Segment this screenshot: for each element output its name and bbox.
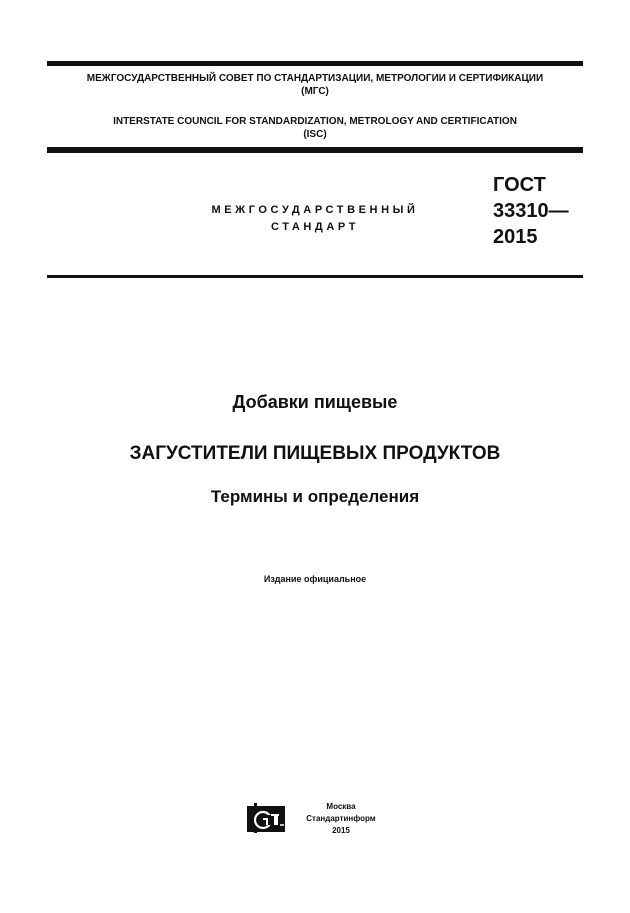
designation-number: 33310—: [493, 200, 569, 222]
council-name-ru: [47, 72, 583, 98]
council-abbr-ru: (МГС): [301, 86, 329, 97]
publisher-name: Стандартинформ: [306, 814, 376, 823]
top-rule: [47, 61, 583, 66]
standard-kind-line1: МЕЖГОСУДАРСТВЕННЫЙ: [211, 204, 419, 216]
council-abbr-en: (ISC): [303, 129, 327, 140]
standard-kind-line2: СТАНДАРТ: [270, 221, 360, 233]
designation-prefix: ГОСТ: [493, 174, 546, 196]
standartinform-logo-icon: [246, 803, 286, 833]
document-title-subtitle: Термины и определения: [210, 487, 420, 506]
edition-note: Издание официальное: [263, 574, 367, 584]
document-title-main: ЗАГУСТИТЕЛИ ПИЩЕВЫХ ПРОДУКТОВ: [129, 443, 501, 464]
council-name-ru-line: МЕЖГОСУДАРСТВЕННЫЙ СОВЕТ ПО СТАНДАРТИЗАЦИИ, МЕТРОЛОГИИ И СЕРТИФИКАЦИИ: [86, 73, 544, 84]
publisher-city: Москва: [326, 802, 356, 811]
designation-year: 2015: [493, 226, 538, 248]
publication-year: 2015: [332, 826, 350, 835]
bottom-rule: [47, 275, 583, 278]
council-name-en: [47, 115, 583, 141]
document-title-category: Добавки пищевые: [232, 392, 398, 412]
standard-kind: [150, 202, 480, 236]
standard-designation: [493, 172, 569, 250]
middle-rule: [47, 147, 583, 153]
publisher-imprint: [294, 801, 388, 837]
council-name-en-line: INTERSTATE COUNCIL FOR STANDARDIZATION, METROLOGY AND CERTIFICATION: [113, 116, 517, 127]
